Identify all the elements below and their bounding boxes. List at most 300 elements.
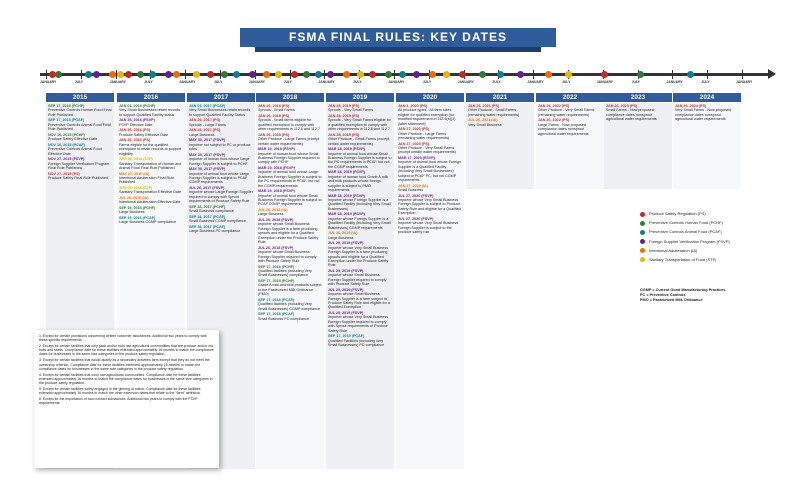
- key-date-text: Small Business compliance: [189, 209, 234, 214]
- footnote: 6. Except for the importation of food contact substances. Additional two years to comply with the FSVP requirements.: [39, 397, 198, 406]
- key-date-date: MAY 27, 2016 (IA): [119, 171, 150, 176]
- timeline-marker-dot-icon: [369, 71, 376, 78]
- year-entries: [468, 104, 532, 128]
- legend-dot-icon: [640, 212, 645, 217]
- key-date-date: JUL 29, 2019 (FSVP): [328, 310, 364, 315]
- key-date-date: SEP 17, 2015 (PCAF): [48, 118, 85, 123]
- key-date-date: JAN 26, 2018 (PS): [258, 132, 290, 137]
- timeline-marker-dot-icon: [85, 71, 92, 78]
- timeline-marker-dot-icon: [165, 71, 172, 78]
- timeline-arrow-icon: [768, 69, 776, 79]
- timeline-marker-dot-icon: [413, 71, 420, 78]
- timeline-month-label: JULY: [492, 80, 501, 84]
- key-date-date: MAR 17, 2020 (FSVP): [398, 156, 435, 161]
- key-date-text: Large Business: [189, 132, 215, 137]
- key-date-date: NOV 16, 2015 (PCAF): [48, 142, 85, 147]
- timeline-marker-dot-icon: [137, 71, 144, 78]
- key-date-entry: [328, 147, 392, 169]
- key-date-date: SEP 18, 2017 (PCHF): [189, 204, 226, 209]
- key-date-text: Importer whose Foreign Supplier is a Qualified Facility (including Very Small Businesses): [328, 198, 391, 211]
- timeline-month-label: JULY: [283, 80, 292, 84]
- key-date-text: Importer of human food whose Small Business Foreign Supplier required to comply with PCHF: [258, 151, 320, 165]
- key-date-date: JAN 26, 2017 (PS): [189, 118, 221, 123]
- key-date-text: Importer not subject to PC or produce rules: [189, 142, 251, 152]
- key-date-date: JAN 28, 2019 (PS): [328, 114, 360, 118]
- key-date-date: SEP 17, 2018 (PCHF): [258, 264, 295, 269]
- key-date-date: JAN 27, 2020 (PS): [398, 127, 430, 132]
- key-date-entry: [398, 142, 462, 155]
- key-date-date: MAY 30, 2017 (FSVP): [189, 167, 226, 172]
- legend-dot-icon: [640, 257, 645, 262]
- legend-label: Foreign Supplier Verification Program (FSVP): [649, 238, 730, 244]
- key-date-text: Qualified facilities (including Very Small Businesses) CGMP compliance: [258, 302, 321, 311]
- key-date-entry: [48, 172, 112, 181]
- legend-label: Preventive Controls Animal Food (PCAF): [649, 229, 722, 235]
- key-date-date: SEP 18, 2017 (PCAF): [189, 224, 226, 229]
- year-entries: [398, 104, 462, 236]
- timeline-marker-dot-icon: [565, 71, 572, 78]
- key-date-date: JAN 26, 2016 (FSVP): [119, 118, 155, 123]
- key-date-entry: [328, 133, 392, 146]
- key-date-date: JAN 26, 2022 (PS): [538, 104, 570, 108]
- key-date-date: NOV 27, 2015 (FSVP): [48, 157, 85, 162]
- key-date-entry: [398, 184, 462, 193]
- key-date-text: Sprouts - Small Farms: [258, 108, 295, 113]
- key-date-date: NOV 16, 2015 (PCHF): [48, 132, 85, 137]
- legend: [640, 210, 770, 265]
- timeline-marker-dot-icon: [125, 71, 132, 78]
- key-date-text: Importer whose Small Business Foreign Supplier is a farm producing sprouts and eligible for a Qualified Exemption under the Produce Safety Rule: [258, 222, 319, 245]
- key-date-date: JUL 27, 2020 (FSVP): [398, 193, 434, 198]
- timeline-month-label: JULY: [353, 80, 362, 84]
- key-date-entry: [119, 104, 183, 117]
- key-date-entry: [328, 241, 392, 267]
- page-title: FSMA FINAL RULES: KEY DATES: [240, 28, 556, 47]
- key-date-entry: [398, 127, 462, 140]
- key-date-entry: [48, 104, 112, 117]
- key-date-date: SEP 17, 2015 (PCHF): [48, 104, 85, 108]
- key-date-date: JAN 1, 2020 (PS): [398, 104, 428, 108]
- key-date-date: JAN 26, 2016 (PS): [119, 128, 151, 133]
- timeline-month-label: JANUARY: [596, 80, 614, 84]
- timeline-tick: [185, 70, 186, 79]
- key-date-date: MAY 30, 2017 (FSVP): [189, 138, 226, 143]
- legend-dot-icon: [640, 239, 645, 244]
- key-date-entry: [258, 208, 322, 217]
- key-date-date: APR 06, 2016 (STF): [119, 157, 153, 162]
- footnotes-box: [34, 330, 219, 468]
- key-date-entry: [328, 288, 392, 310]
- legend-dot-icon: [640, 221, 645, 226]
- legend-label: Sanitary Transportation of Food (STF): [649, 256, 717, 262]
- key-date-text: Importer of animal food whose Small Business Foreign Supplier is subject to PCAF CGMP requirements: [258, 193, 322, 207]
- timeline-marker-dot-icon: [479, 71, 486, 78]
- key-date-entry: [119, 172, 183, 185]
- timeline-marker-dot-icon: [109, 71, 116, 78]
- timeline-month-label: JANUARY: [179, 80, 196, 84]
- key-date-entry: [328, 104, 392, 113]
- timeline-marker-dot-icon: [443, 71, 450, 78]
- key-date-text: Importer whose Very Small Business Foreign Supplier is subject to the produce safety rule: [398, 221, 459, 235]
- key-date-text: Importer of animal food whose Large Foreign Supplier is subject to PCAF CGMP requirements: [189, 171, 250, 185]
- key-date-entry: [189, 153, 253, 166]
- key-date-text: Produce Safety Effective Date: [119, 132, 169, 137]
- key-date-text: Qualified Facilities (including Very Small Businesses) PC compliance: [328, 338, 385, 347]
- timeline-month-label: JULY: [422, 80, 432, 84]
- timeline-month-label: JANUARY: [318, 80, 335, 84]
- key-date-text: Qualified facilities (including Very Small Businesses) compliance: [258, 268, 312, 278]
- key-date-date: JAN 26, 2018 (PS): [258, 114, 290, 118]
- key-date-text: Large Business: [328, 235, 354, 240]
- year-entries: [119, 104, 183, 226]
- key-date-text: Intentional Adulteration Effective Date: [119, 200, 181, 205]
- key-date-entry: [328, 269, 392, 287]
- key-date-text: Preventive Controls Animal Food Effective Date: [48, 147, 102, 156]
- key-date-entry: [398, 104, 462, 126]
- key-date-entry: [538, 118, 602, 136]
- timeline-marker-dot-icon: [93, 71, 100, 78]
- timeline-tick: [742, 70, 743, 79]
- key-date-date: SEP 19, 2016 (PCHF): [119, 206, 156, 211]
- key-date-date: SEP 17, 2018 (PCAF): [258, 297, 295, 302]
- abbreviation: PMO = Pasteurized Milk Ordinance: [640, 298, 703, 302]
- legend-dot-icon: [640, 248, 645, 253]
- key-date-entry: [258, 246, 322, 264]
- key-date-date: JAN 01, 2016 (PCHF): [119, 104, 156, 108]
- key-date-date: NOV 27, 2015 (PS): [48, 171, 80, 176]
- year-entries: [675, 104, 739, 123]
- key-date-date: JUL 26, 2018 (IA): [258, 208, 288, 213]
- key-date-text: Other Produce - Small Farms (except certain water requirements): [328, 137, 390, 146]
- timeline-month-label: JULY: [631, 80, 640, 84]
- timeline-marker-dot-icon: [275, 71, 282, 78]
- key-date-date: JUN 06, 2016 (STF): [119, 186, 153, 191]
- legend-label: Produce Safety Regulation (PS): [649, 211, 706, 216]
- footnote: 5. Except for certain facilities solely engaged in the ginning of cotton. Compliance date for these facilities extended approximately 16 months to match the other extension dates that relate to the "farm" definition.: [39, 387, 201, 396]
- key-date-entry: [468, 104, 532, 117]
- key-date-date: SEP 19, 2016 (PCAF): [119, 216, 156, 221]
- timeline-month-label: JULY: [144, 80, 153, 84]
- key-date-entry: [398, 194, 462, 216]
- key-date-entry: [258, 312, 322, 321]
- key-date-entry: [189, 225, 253, 234]
- key-date-entry: [538, 104, 602, 117]
- key-date-date: JAN 26, 2023 (PS): [606, 104, 638, 108]
- key-date-text: Importer of human food whose Large Foreign Supplier is subject to PCHF: [189, 157, 250, 166]
- timeline-month-label: JULY: [74, 80, 84, 84]
- key-date-text: Other Produce - Very Small Farms (remaining water requirements): [538, 108, 595, 117]
- key-date-entry: [328, 334, 392, 347]
- timeline-marker-dot-icon: [517, 71, 524, 78]
- legend-item: [640, 228, 770, 236]
- key-date-text: Sanitary Transportation Effective Date: [119, 190, 182, 195]
- abbreviation: CGMP = Current Good Manufacturing Practices: [640, 288, 726, 292]
- key-date-entry: [328, 311, 392, 333]
- key-date-text: Small Business: [398, 188, 424, 193]
- key-date-text: Importer whose Small Business Foreign Supplier required to comply with Produce Safety Rule: [328, 273, 387, 287]
- year-header: 2024: [673, 93, 741, 102]
- key-date-date: SEP 17, 2018 (PCAF): [258, 312, 295, 317]
- key-date-text: Other Produce - Small Farms (remaining water requirements): [468, 108, 520, 117]
- key-date-entry: [189, 138, 253, 151]
- key-date-entry: [189, 215, 253, 224]
- timeline-marker-dot-icon: [399, 71, 406, 78]
- key-date-text: Small Farms - Now proposed compliance dates nonsprout agricultural water requirements: [606, 108, 657, 122]
- footnote: 3. Except for certain facilities that would qualify as a secondary activities farm except that they do not meet the ownership criterion. Compliance date for these facilities extended approximately 16 months to match the compliance dates for businesses in the same size categories in the produce safety regulation.: [39, 358, 210, 371]
- key-date-text: Very Small Businesses retain records to support Qualified Facility status: [119, 108, 181, 117]
- timeline-month-label: JANUARY: [40, 80, 57, 84]
- key-date-entry: [189, 186, 253, 204]
- key-date-entry: [258, 166, 322, 188]
- key-date-date: JUL 29, 2019 (FSVP): [328, 268, 364, 273]
- key-date-text: Importer whose Small Business Foreign Supplier required to comply with Produce Safety Rule: [258, 250, 317, 263]
- key-date-text: Importer whose Very Small Business Foreign Supplier is subject to Produce Safety Rule and eligible for a Qualified Exemption: [398, 198, 461, 216]
- footnote: 1. Except for certain provisions concerning written customer assurances. Additional two years to comply with these specific requirements.: [39, 334, 207, 343]
- key-date-entry: [258, 279, 322, 297]
- key-date-entry: [189, 104, 253, 117]
- year-header: 2015: [46, 93, 114, 102]
- year-entries: [328, 104, 392, 349]
- key-date-date: JAN 26, 2016 (PS): [119, 138, 151, 143]
- key-date-text: Very Small Business: [468, 122, 502, 127]
- legend-item: [640, 219, 770, 227]
- key-date-text: Large Business: [258, 212, 284, 217]
- legend-item: [640, 256, 770, 264]
- key-date-text: Small Business CGMP compliance: [189, 219, 246, 224]
- key-date-entry: [189, 167, 253, 185]
- key-date-text: Other Produce - Large Farms (remaining water requirements): [398, 131, 450, 141]
- key-date-text: Preventive Controls Human Food Final Rule Published: [48, 108, 112, 117]
- key-date-entry: [258, 265, 322, 278]
- timeline-tick: [672, 70, 673, 79]
- key-date-text: Other Produce - Large Farms (except certain water requirements): [258, 137, 320, 146]
- key-date-date: JAN 28, 2019 (PS): [328, 104, 360, 108]
- abbreviations: [640, 288, 770, 303]
- footnote: 4. Except for certain facilities that color raw agricultural commodities. Compliance date for these facilities extended approximately 16 months to match the compliance dates for businesses in the same size categories in the produce safety regulation.: [39, 372, 213, 385]
- timeline-month-label: JANUARY: [666, 80, 683, 84]
- key-date-text: Importer whose Large Foreign Supplier required to comply with Sprout requirements of Produce Safety Rule: [189, 190, 253, 204]
- key-date-entry: [258, 189, 322, 207]
- timeline-marker-dot-icon: [315, 71, 322, 78]
- key-date-entry: [258, 147, 322, 165]
- key-date-date: JAN 26, 2024 (PS): [675, 104, 707, 108]
- key-date-date: JUL 26, 2019 (IA): [328, 231, 358, 236]
- timeline-marker-dot-icon: [429, 71, 436, 78]
- key-date-text: Sprouts - Small farms eligible for qualified exemption to comply with other requirements in 112.6 and 112.7: [258, 118, 320, 132]
- key-date-text: Importer whose Very Small Business Foreign Supplier is a farm producing sprouts and eligible for a Qualified Exemption under the Produce Safety Rule: [328, 245, 389, 268]
- key-date-entry: [189, 118, 253, 127]
- key-date-text: Intentional Adulteration Final Rule Published: [119, 176, 175, 185]
- key-date-text: Very Small Farms - Now proposed compliance dates nonsprout agricultural water requirements: [675, 108, 732, 122]
- key-date-text: Importer of human food Grade A milk and milk products whose foreign supplier is subject to PMO requirements: [328, 174, 389, 193]
- key-date-text: Importer whose Very Small Business Foreign Supplier required to comply with Sprout requirements of Produce Safety Rule: [328, 315, 389, 333]
- key-date-date: JAN 01, 2017 (PCAF): [189, 104, 226, 108]
- footnote: 2. Except for certain facilities that only pack and/or hold raw agricultural commodities that are produce and/or nut hulls and shells. Compliance date for these facilities extended approximately 16 months to match the compliance dates for businesses in the same size categories in the produce safety regulation.: [39, 344, 214, 357]
- key-date-entry: [258, 104, 322, 113]
- timeline-tick: [81, 70, 82, 79]
- key-date-date: JUL 26, 2021 (IA): [468, 118, 498, 123]
- key-date-entry: [258, 218, 322, 244]
- key-date-date: MAR 18, 2019 (FSVP): [328, 147, 365, 152]
- key-date-entry: [468, 118, 532, 127]
- timeline-marker-dot-icon: [233, 71, 240, 78]
- key-date-date: JUL 26, 2016 (IA): [119, 196, 149, 201]
- timeline-marker-dot-icon: [357, 71, 364, 78]
- timeline-month-label: JANUARY: [736, 80, 753, 84]
- year-entries: [606, 104, 670, 123]
- timeline-marker-dot-icon: [637, 71, 644, 78]
- key-date-date: JAN 26, 2022 (PS): [538, 118, 570, 123]
- timeline-marker-dot-icon: [55, 71, 62, 78]
- year-header: 2016: [117, 93, 185, 102]
- legend-dot-icon: [640, 230, 645, 235]
- timeline-marker-dot-icon: [117, 71, 124, 78]
- key-date-date: JUL 26, 2018 (FSVP): [258, 218, 294, 223]
- key-date-entry: [328, 194, 392, 212]
- year-header: 2020: [396, 93, 464, 102]
- key-date-entry: [398, 156, 462, 182]
- key-date-text: Small Business PC compliance: [258, 316, 310, 321]
- key-date-text: Produce Safety Final Rule Published: [48, 176, 109, 181]
- timeline-month-label: JANUARY: [457, 80, 474, 84]
- key-date-entry: [258, 133, 322, 146]
- key-date-entry: [328, 212, 392, 230]
- timeline-tick: [324, 70, 325, 79]
- legend-item: [640, 238, 770, 246]
- key-date-text: Farms eligible for the qualified exemption to retain records to support eligibility: [119, 142, 182, 156]
- key-date-text: Sprouts - Very Small Farms: [328, 108, 374, 113]
- legend-item: [640, 247, 770, 255]
- year-entries: [48, 104, 112, 182]
- abbreviation: PC = Preventive Controls: [640, 293, 686, 297]
- timeline-marker-dot-icon: [149, 71, 156, 78]
- key-date-text: Importer whose Small Business Foreign Supplier is a farm subject to Produce Safety Rule and eligible for a Qualified Exemption: [328, 292, 390, 310]
- key-date-date: JUL 27, 2020 (FSVP): [398, 216, 434, 221]
- key-date-date: MAR 19, 2018 (FSVP): [258, 189, 295, 194]
- key-date-entry: [328, 231, 392, 240]
- timeline-marker-dot-icon: [601, 71, 608, 78]
- year-header: 2019: [326, 93, 394, 102]
- key-date-text: Sprouts - Very Small Farms eligible for a qualified exemption to comply with other requirements in 112.6 and 112.7: [328, 118, 391, 132]
- key-date-date: SEP 18, 2017 (PCAF): [189, 214, 226, 219]
- key-date-entry: [48, 157, 112, 170]
- timeline-marker-dot-icon: [327, 71, 334, 78]
- key-date-date: MAR 19, 2018 (FSVP): [258, 166, 295, 171]
- key-date-entry: [119, 138, 183, 156]
- key-date-date: MAR 18, 2019 (FSVP): [328, 193, 365, 198]
- key-date-entry: [328, 170, 392, 192]
- timeline-marker-dot-icon: [343, 71, 350, 78]
- key-date-date: JAN 26, 2018 (PS): [258, 104, 290, 108]
- timeline-marker-dot-icon: [687, 71, 694, 78]
- timeline-marker-dot-icon: [385, 71, 392, 78]
- key-date-date: MAR 18, 2019 (FSVP): [328, 212, 365, 217]
- key-date-date: SEP 17, 2019 (PCAF): [328, 334, 365, 339]
- key-date-entry: [398, 217, 462, 235]
- key-date-text: Importer of animal food whose Foreign Supplier is a Qualified Facility (including Very Small Businesses) subject to PCAF PC, but not CGMP requirements: [398, 160, 462, 183]
- legend-label: Preventive Controls Human Food (PCHF): [649, 220, 723, 226]
- key-date-text: Importer whose Foreign Supplier is a Qualified Facility (including Very Small Businesses) CGMP requirements: [328, 216, 391, 230]
- key-date-entry: [258, 114, 322, 132]
- key-date-text: Foreign Supplier Verification Program Final Rule Published: [48, 161, 110, 171]
- key-date-date: JUL 29, 2019 (FSVP): [328, 241, 364, 246]
- key-date-text: Produce Safety Effective Date: [48, 137, 98, 142]
- timeline-marker-dot-icon: [249, 71, 256, 78]
- key-date-date: JAN 26, 2017 (PS): [189, 128, 221, 133]
- timeline-marker-dot-icon: [497, 71, 504, 78]
- key-date-text: Preventive Controls Animal Food Final Rule Published: [48, 122, 111, 132]
- key-date-date: SEP 17, 2018 (PCHF): [258, 278, 295, 283]
- timeline-marker-dot-icon: [193, 71, 200, 78]
- key-date-entry: [119, 186, 183, 195]
- key-date-date: JAN 26, 2021 (PS): [468, 104, 500, 108]
- key-date-date: JAN 27, 2020 (IA): [398, 183, 428, 188]
- key-date-text: Importer of animal food whose Large Business Foreign Supplier is subject to the PC requirements in PCAF, but not the CGMP requirements: [258, 170, 322, 188]
- key-date-text: Grade A milk and milk products subject to the Pasteurized Milk Ordinance (PMO): [258, 283, 322, 297]
- timeline-marker-dot-icon: [545, 71, 552, 78]
- legend-item: [640, 210, 770, 218]
- timeline-marker-dot-icon: [291, 71, 298, 78]
- key-date-entry: [119, 206, 183, 215]
- key-date-text: Large Business: [119, 210, 145, 215]
- key-date-entry: [119, 216, 183, 225]
- key-date-entry: [328, 114, 392, 132]
- timeline-month-label: JANUARY: [248, 80, 266, 84]
- key-date-text: Other Produce - Very Small Farms (except certain water requirements): [398, 146, 456, 155]
- timeline-month-label: JANUARY: [527, 80, 544, 84]
- key-date-date: JUL 26, 2017 (FSVP): [189, 186, 225, 191]
- key-date-entry: [119, 196, 183, 205]
- key-date-text: Importer of animal food whose Small Business Foreign Supplier is subject to the PC requirements in PCAF, but not the CGMP requirements: [328, 151, 392, 169]
- year-header: 2018: [256, 93, 324, 102]
- timeline-tick: [46, 70, 47, 79]
- key-date-text: FSVP Effective Date: [119, 122, 153, 127]
- key-date-date: JAN 28, 2019 (PS): [328, 132, 360, 137]
- key-date-text: Large Farms - Now proposed compliance dates nonsprout agricultural water requirements: [538, 122, 589, 136]
- year-header: 2017: [187, 93, 255, 102]
- key-date-entry: [189, 205, 253, 214]
- year-header: 2023: [604, 93, 672, 102]
- key-date-text: Sprouts - Large Farms: [189, 122, 226, 127]
- timeline-month-label: JANUARY: [109, 80, 126, 84]
- key-date-date: MAR 19, 2018 (FSVP): [258, 147, 295, 152]
- key-date-entry: [189, 128, 253, 137]
- key-date-date: MAY 30, 2017 (FSVP): [189, 152, 226, 157]
- year-header: 2021: [466, 93, 534, 102]
- timeline-marker-dot-icon: [263, 71, 270, 78]
- key-date-entry: [119, 118, 183, 127]
- year-entries: [189, 104, 253, 235]
- key-date-text: Very Small Businesses retain records to support Qualified Facility Status: [189, 108, 251, 117]
- key-date-date: JAN 27, 2020 (PS): [398, 141, 430, 146]
- timeline-marker-dot-icon: [221, 71, 228, 78]
- key-date-date: JUL 26, 2018 (FSVP): [258, 245, 294, 250]
- timeline-month-label: JANUARY: [388, 80, 405, 84]
- timeline-marker-dot-icon: [459, 71, 466, 78]
- key-date-text: All produce types - All farm sizes eligible for qualified exemption (for modified requirement in 112.6(b)(1) (label statement): [398, 108, 456, 126]
- key-date-entry: [258, 298, 322, 311]
- key-date-entry: [606, 104, 670, 122]
- timeline-month-label: JULY: [562, 80, 571, 84]
- legend-label: Intentional Adulteration (IA): [649, 247, 698, 253]
- key-date-date: MAR 18, 2019 (FSVP): [328, 170, 365, 175]
- key-date-entry: [119, 128, 183, 137]
- year-header: 2022: [536, 93, 604, 102]
- key-date-entry: [48, 133, 112, 142]
- timeline-marker-dot-icon: [303, 71, 310, 78]
- key-date-entry: [119, 157, 183, 170]
- timeline-tick: [533, 70, 534, 79]
